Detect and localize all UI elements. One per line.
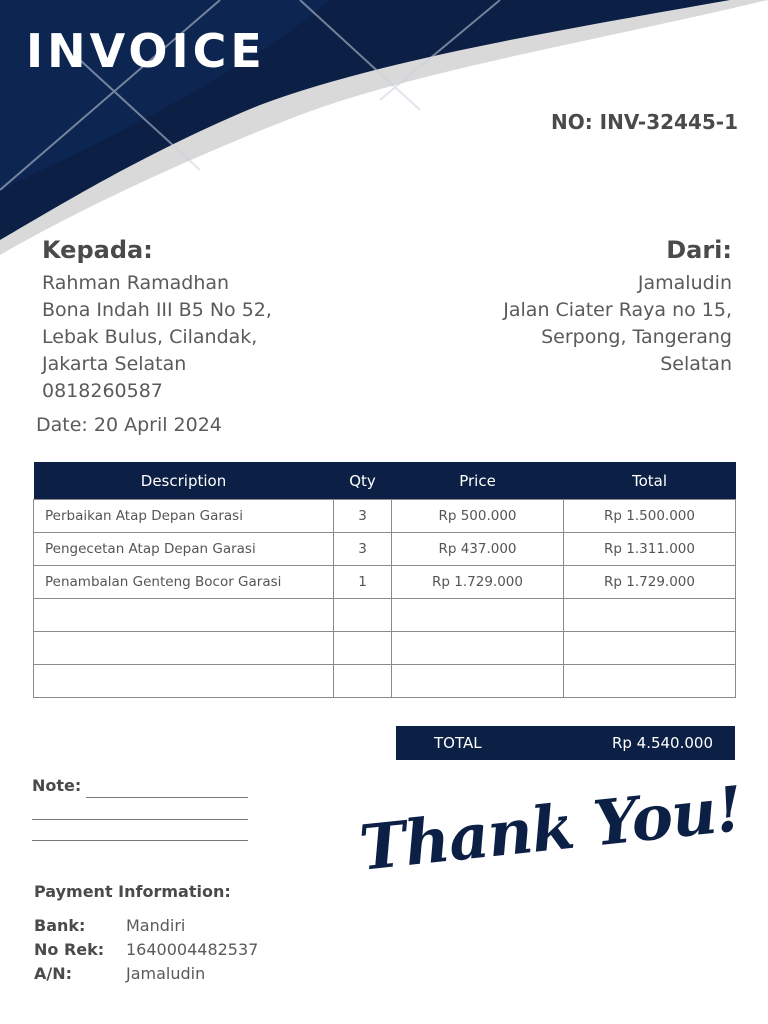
table-row [34, 632, 736, 665]
item-description: Perbaikan Atap Depan Garasi [34, 500, 334, 533]
column-header-total: Total [564, 462, 736, 500]
column-header-price: Price [392, 462, 564, 500]
sender-address-line: Serpong, Tangerang [541, 326, 732, 348]
column-header-description: Description [34, 462, 334, 500]
grand-total-box [396, 726, 735, 760]
item-price [392, 665, 564, 698]
grand-total-value: Rp 4.540.000 [611, 734, 713, 752]
item-total [564, 599, 736, 632]
item-qty [334, 599, 392, 632]
holder-value: Jamaludin [126, 964, 206, 983]
item-qty: 3 [334, 500, 392, 533]
recipient-phone: 0818260587 [42, 380, 163, 402]
item-price [392, 599, 564, 632]
sender-name: Jamaludin [637, 272, 732, 294]
line-items-table [33, 462, 736, 698]
item-qty [334, 665, 392, 698]
table-row [34, 665, 736, 698]
item-description: Penambalan Genteng Bocor Garasi [34, 566, 334, 599]
sender-address-line: Jalan Ciater Raya no 15, [503, 299, 732, 321]
item-qty: 3 [334, 533, 392, 566]
item-price [392, 632, 564, 665]
invoice-title: INVOICE [26, 24, 266, 78]
recipient-address-line: Lebak Bulus, Cilandak, [42, 326, 258, 348]
note-line [32, 840, 248, 841]
sender-block [503, 236, 732, 378]
table-row [34, 566, 736, 599]
item-price: Rp 437.000 [392, 533, 564, 566]
item-qty: 1 [334, 566, 392, 599]
recipient-block [42, 236, 272, 405]
table-row [34, 500, 736, 533]
payment-heading: Payment Information: [34, 882, 231, 901]
item-total [564, 632, 736, 665]
note-label: Note: [32, 776, 82, 795]
invoice-date: Date: 20 April 2024 [36, 414, 222, 436]
item-description [34, 599, 334, 632]
item-total: Rp 1.729.000 [564, 566, 736, 599]
recipient-address-line: Jakarta Selatan [42, 353, 187, 375]
sender-address-line: Selatan [660, 353, 732, 375]
column-header-qty: Qty [334, 462, 392, 500]
item-description [34, 632, 334, 665]
item-total: Rp 1.311.000 [564, 533, 736, 566]
item-total: Rp 1.500.000 [564, 500, 736, 533]
item-total [564, 665, 736, 698]
bank-label: Bank: [34, 916, 86, 935]
table-header-row [34, 462, 736, 500]
item-description: Pengecetan Atap Depan Garasi [34, 533, 334, 566]
invoice-number: NO: INV-32445-1 [550, 110, 738, 134]
item-price: Rp 1.729.000 [392, 566, 564, 599]
recipient-name: Rahman Ramadhan [42, 272, 230, 294]
note-line [32, 819, 248, 820]
recipient-heading: Kepada: [42, 236, 153, 264]
grand-total-label: TOTAL [434, 734, 482, 752]
holder-label: A/N: [34, 964, 73, 983]
sender-heading: Dari: [666, 236, 732, 264]
account-label: No Rek: [34, 940, 105, 959]
bank-value: Mandiri [126, 916, 186, 935]
table-row [34, 533, 736, 566]
account-value: 1640004482537 [126, 940, 259, 959]
recipient-address-line: Bona Indah III B5 No 52, [42, 299, 272, 321]
table-row [34, 599, 736, 632]
note-line [86, 797, 248, 798]
item-description [34, 665, 334, 698]
thank-you-signoff: Thank You! [356, 772, 746, 885]
item-qty [334, 632, 392, 665]
item-price: Rp 500.000 [392, 500, 564, 533]
